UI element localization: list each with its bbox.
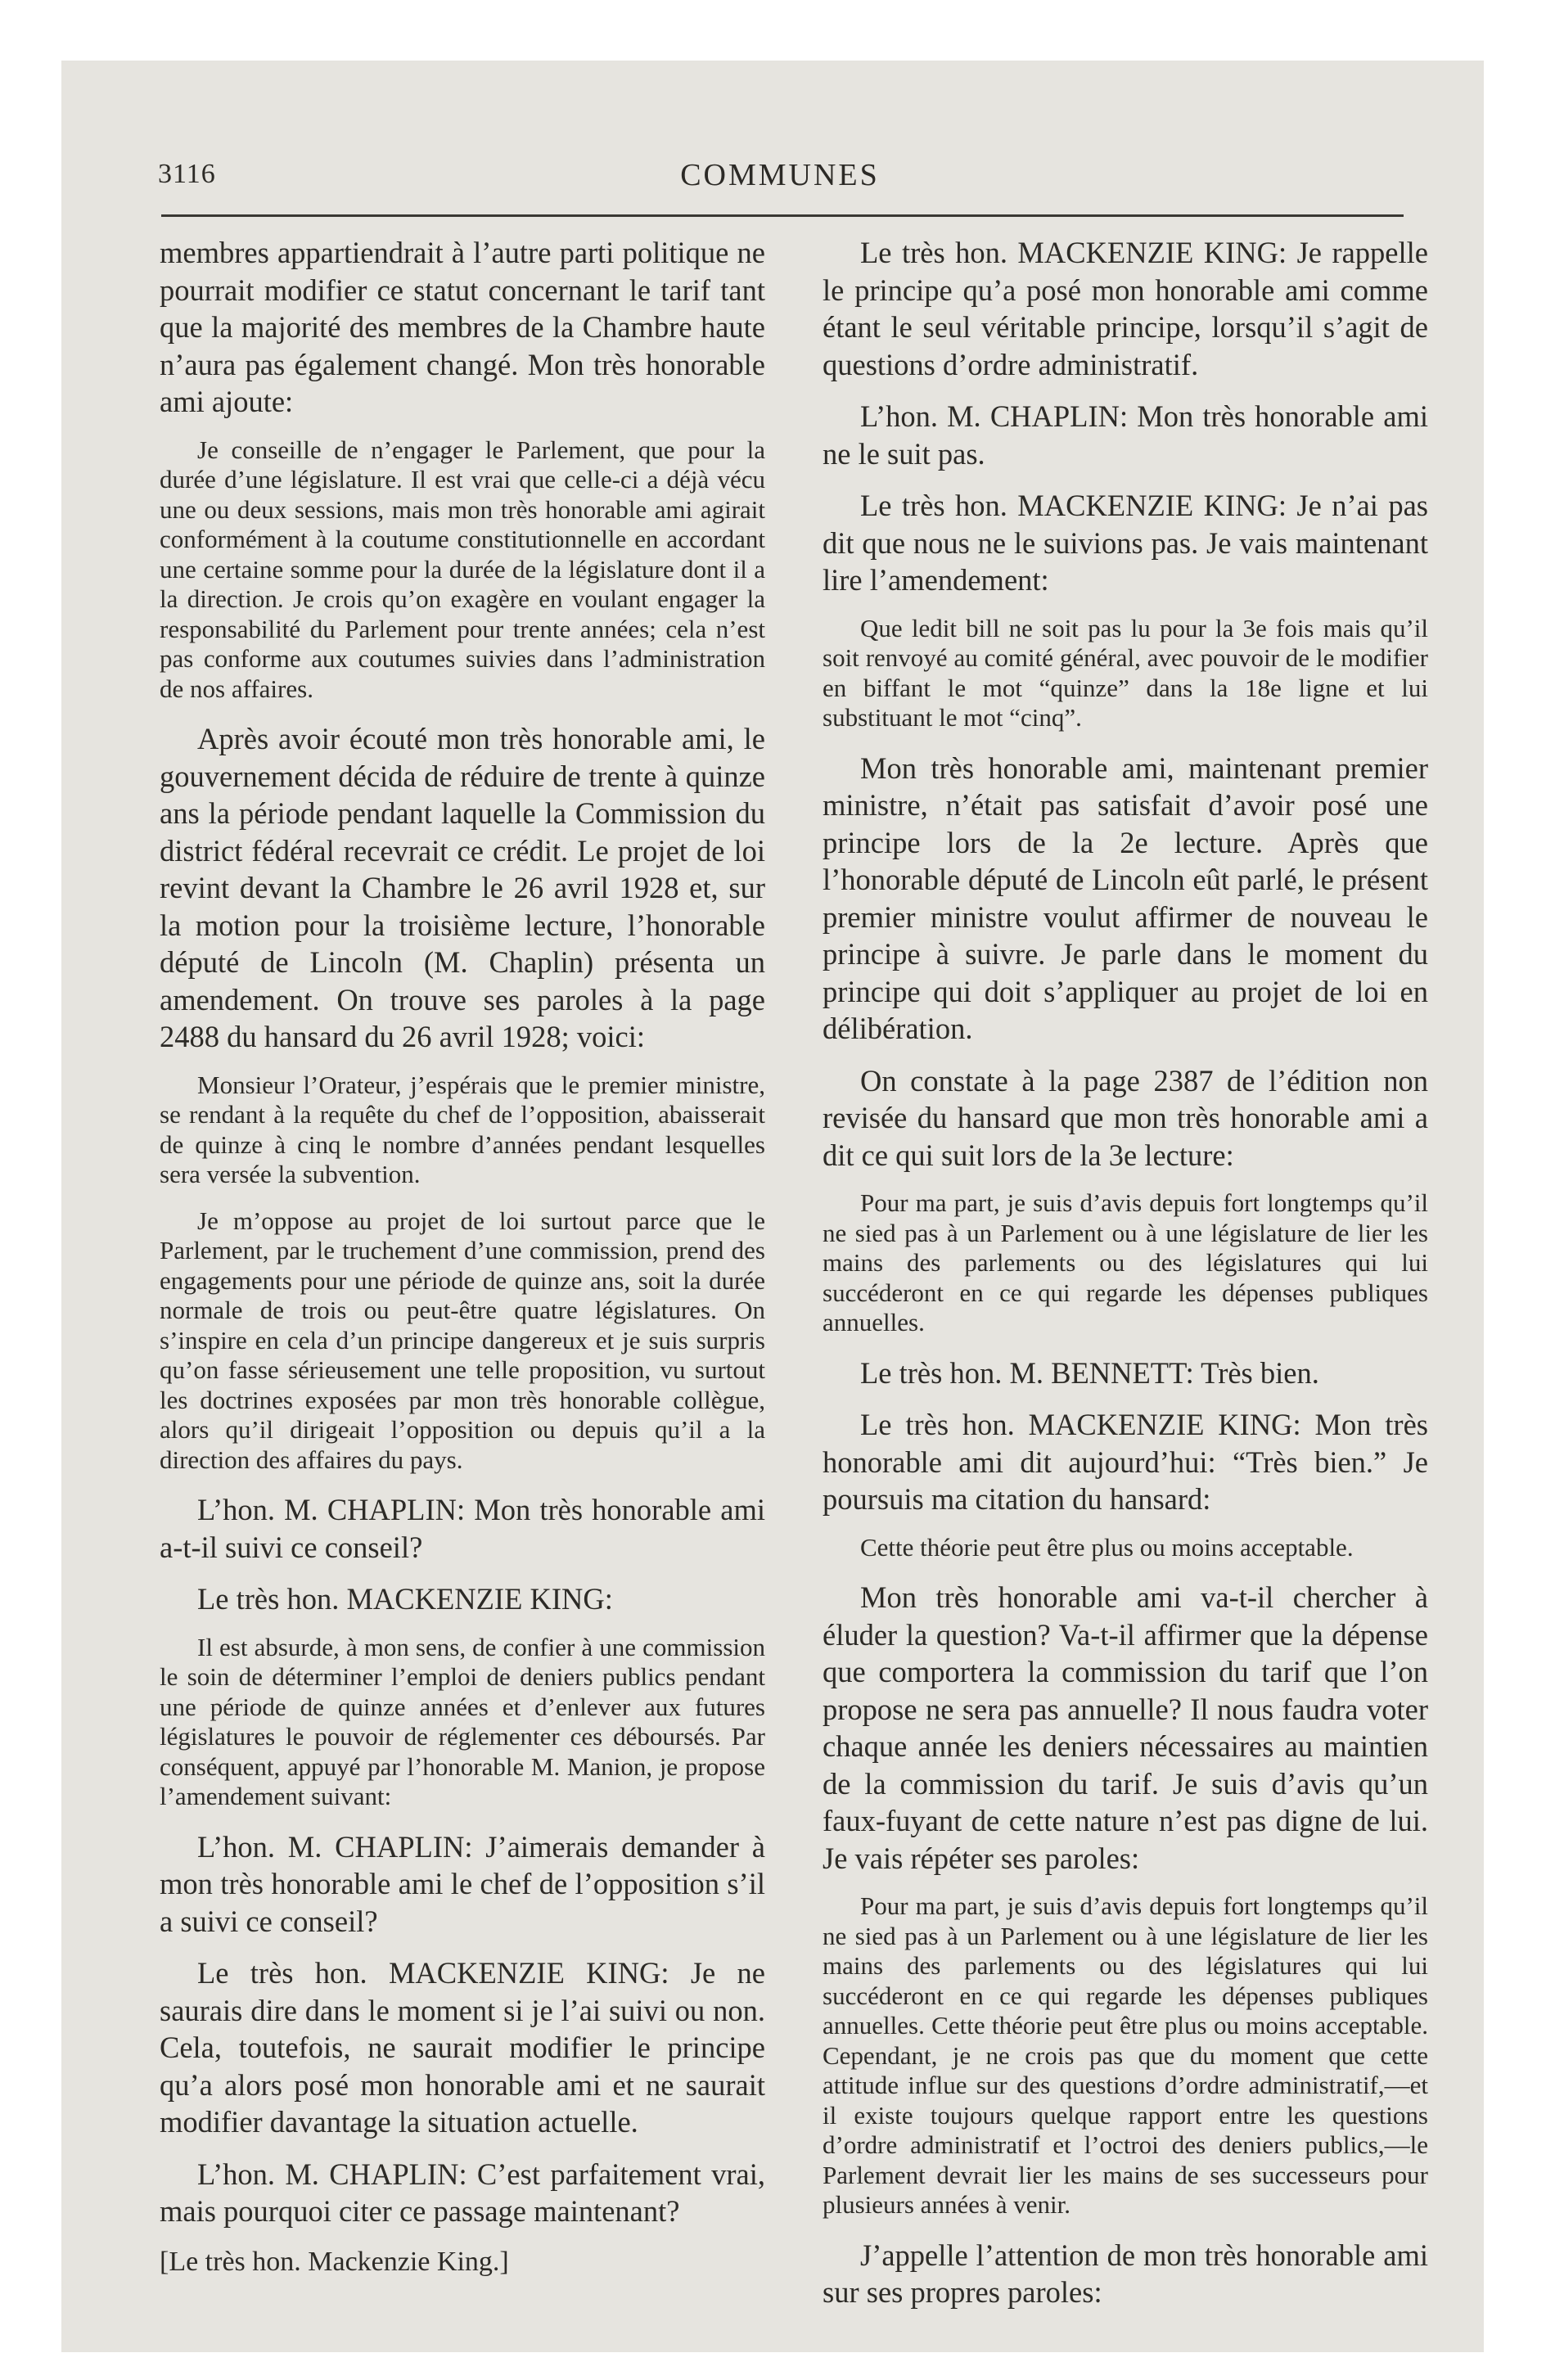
speaker-paragraph: Le très hon. MACKENZIE KING: Je ne saurais dire dans le moment si je l’ai suivi ou non. Cela, toutefois, ne saurait modifier le principe qu’a alors posé mon honorable ami et ne saurait modifier davantage la situation actuelle. [160,1956,765,2139]
quotation: Pour ma part, je suis d’avis depuis fort longtemps qu’il ne sied pas à un Parlement ou à une législature de lier les mains des parlements ou des législatures qui lui succéderont en ce qui regarde les dépenses publiques annuelles. Cette théorie peut être plus ou moins acceptable. Cependant, je ne crois pas que du moment que cette attitude influe sur des questions d’ordre administratif,—et il existe toujours quelque rapport entre les questions d’ordre administratif et l’octroi des deniers publics,—le Parlement devrait lier les mains de ses successeurs pour plusieurs années à venir. [823,1891,1428,2219]
speaker-paragraph: L’hon. M. CHAPLIN: C’est parfaitement vrai, mais pourquoi citer ce passage maintenant? [160,2157,765,2228]
paragraph: On constate à la page 2387 de l’édition non revisée du hansard que mon très honorable ami a dit ce qui suit lors de la 3e lecture: [823,1063,1428,1172]
quotation: Monsieur l’Orateur, j’espérais que le premier ministre, se rendant à la requête du chef de l’opposition, abaisserait de quinze à cinq le nombre d’années pendant lesquelles sera versée la subvention. [160,1070,765,1188]
quotation: Cette théorie peut être plus ou moins acceptable. [860,1532,1354,1562]
speaker-paragraph: Le très hon. M. BENNETT: Très bien. [860,1355,1319,1390]
left-column [160,234,765,2279]
paragraph: J’appelle l’attention de mon très honorable ami sur ses propres paroles: [823,2238,1428,2309]
quotation: Je m’oppose au projet de loi surtout parce que le Parlement, par le truchement d’une commission, prend des engagements pour une période de quinze ans, soit la durée normale de trois ou peut-être quatre législatures. On s’inspire en cela d’un principe dangereux et je suis surpris qu’on fasse sérieusement une telle proposition, vu surtout les doctrines exposées par mon très honorable collègue, alors qu’il dirigeait l’opposition ou depuis qu’il a la direction des affaires du pays. [160,1206,765,1474]
speaker-paragraph: Le très hon. MACKENZIE KING: Je rappelle le principe qu’a posé mon honorable ami comme étant le seul véritable principe, lorsqu’il s’agit de questions d’ordre administratif. [823,236,1428,381]
speaker-paragraph: L’hon. M. CHAPLIN: Mon très honorable ami a-t-il suivi ce conseil? [160,1493,765,1564]
paragraph: Après avoir écouté mon très honorable ami, le gouvernement décida de réduire de trente à quinze ans la période pendant laquelle la Commission du district fédéral recevrait ce crédit. Le projet de loi revint devant la Chambre le 26 avril 1928 et, sur la motion pour la troisième lecture, l’honorable député de Lincoln (M. Chaplin) présenta un amendement. On trouve ses paroles à la page 2488 du hansard du 26 avril 1928; voici: [160,722,765,1053]
paragraph: Mon très honorable ami va-t-il chercher à éluder la question? Va-t-il affirmer que la dépense que comportera la commission du tarif que l’on propose ne sera pas annuelle? Il nous faudra voter chaque année les deniers nécessaires au maintien de la commission du tarif. Je suis d’avis qu’un faux-fuyant de cette nature n’est pas digne de lui. Je vais répéter ses paroles: [823,1580,1428,1875]
quotation: Que ledit bill ne soit pas lu pour la 3e fois mais qu’il soit renvoyé au comité général, avec pouvoir de le modifier en biffant le mot “quinze” dans la 18e ligne et lui substituant le mot “cinq”. [823,613,1428,732]
page-sheet [61,61,1484,2352]
paragraph: Mon très honorable ami, maintenant premier ministre, n’était pas satisfait d’avoir posé une principe lors de la 2e lecture. Après que l’honorable député de Lincoln eût parlé, le présent premier ministre voulut affirmer de nouveau le principe à suivre. Je parle dans le moment du principe qui doit s’appliquer au projet de loi en délibération. [823,751,1428,1045]
quotation: Il est absurde, à mon sens, de confier à une commission le soin de déterminer l’emploi de deniers publics pendant une période de quinze années et d’enlever aux futures législatures le pouvoir de réglementer ces déboursés. Par conséquent, appuyé par l’honorable M. Manion, je propose l’amendement suivant: [160,1632,765,1810]
page-number: 3116 [158,159,216,189]
quotation: Je conseille de n’engager le Parlement, que pour la durée d’une législature. Il est vrai que celle-ci a déjà vécu une ou deux sessions, mais mon très honorable ami agirait conformément à la coutume constitutionnelle en accordant une certaine somme pour la durée de la législature dont il a la direction. Je crois qu’on exagère en voulant engager la responsabilité du Parlement pour trente années; cela n’est pas conforme aux coutumes suivies dans l’administration de nos affaires. [160,435,765,703]
header-rule [161,214,1404,217]
speaker-paragraph: L’hon. M. CHAPLIN: Mon très honorable ami ne le suit pas. [823,399,1428,471]
speaker-paragraph: Le très hon. MACKENZIE KING: Je n’ai pas dit que nous ne le suivions pas. Je vais maintenant lire l’amendement: [823,489,1428,597]
right-column [823,234,1428,2326]
speaker-paragraph: L’hon. M. CHAPLIN: J’aimerais demander à mon très honorable ami le chef de l’opposition s’il a suivi ce conseil? [160,1829,765,1938]
paragraph: membres appartiendrait à l’autre parti politique ne pourrait modifier ce statut concernant le tarif tant que la majorité des membres de la Chambre haute n’aura pas également changé. Mon très honorable ami ajoute: [160,236,765,418]
speaker-paragraph: Le très hon. MACKENZIE KING: Mon très honorable ami dit aujourd’hui: “Très bien.” Je poursuis ma citation du hansard: [823,1408,1428,1516]
running-title: COMMUNES [680,158,880,192]
quotation: Pour ma part, je suis d’avis depuis fort longtemps qu’il ne sied pas à un Parlement ou à une législature de lier les mains des parlements ou des législatures qui lui succéderont en ce qui regarde les dépenses publiques annuelles. [823,1188,1428,1336]
speaker-paragraph: Le très hon. MACKENZIE KING: [197,1582,613,1616]
page-header [158,159,1402,200]
speaker-footer: [Le très hon. Mackenzie King.] [160,2246,509,2277]
